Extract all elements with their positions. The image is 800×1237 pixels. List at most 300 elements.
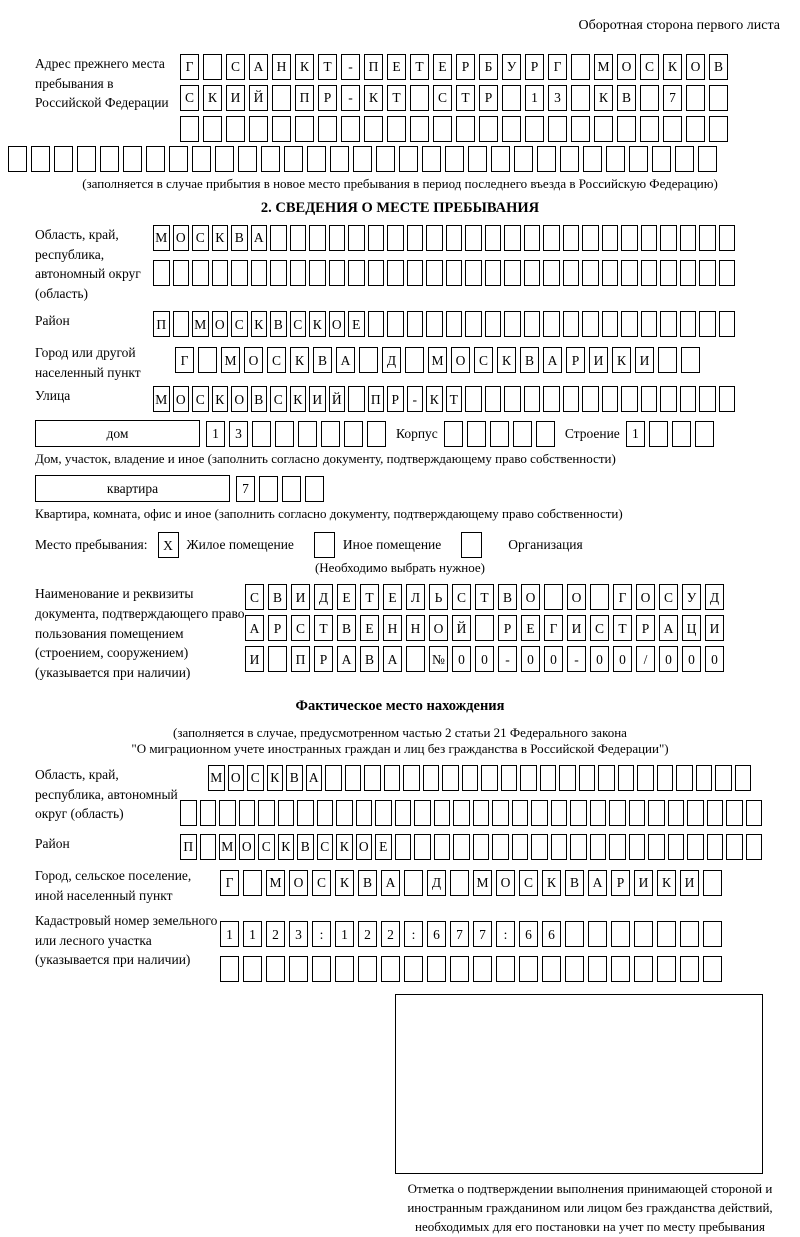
char-box-empty[interactable] bbox=[426, 225, 443, 251]
char-box-filled[interactable]: М bbox=[208, 765, 225, 791]
char-box-empty[interactable] bbox=[571, 85, 590, 111]
char-box-empty[interactable] bbox=[344, 421, 363, 447]
char-box-empty[interactable] bbox=[544, 584, 563, 610]
char-box-empty[interactable] bbox=[442, 765, 459, 791]
char-box-filled[interactable]: 0 bbox=[705, 646, 724, 672]
char-box-empty[interactable] bbox=[648, 800, 665, 826]
char-box-filled[interactable]: В bbox=[231, 225, 248, 251]
char-box-empty[interactable] bbox=[434, 834, 451, 860]
char-box-empty[interactable] bbox=[571, 116, 590, 142]
char-box-empty[interactable] bbox=[634, 921, 653, 947]
char-box-empty[interactable] bbox=[657, 921, 676, 947]
char-box-empty[interactable] bbox=[543, 311, 560, 337]
char-box-empty[interactable] bbox=[543, 260, 560, 286]
char-box-filled[interactable]: 1 bbox=[626, 421, 645, 447]
char-box-empty[interactable] bbox=[329, 225, 346, 251]
char-box-empty[interactable] bbox=[153, 260, 170, 286]
char-box-filled[interactable]: К bbox=[251, 311, 268, 337]
char-box-filled[interactable]: В bbox=[360, 646, 379, 672]
char-box-empty[interactable] bbox=[249, 116, 268, 142]
char-box-empty[interactable] bbox=[565, 956, 584, 982]
char-box-empty[interactable] bbox=[422, 146, 441, 172]
char-box-empty[interactable] bbox=[629, 800, 646, 826]
char-box-filled[interactable]: Т bbox=[314, 615, 333, 641]
char-box-empty[interactable] bbox=[582, 260, 599, 286]
char-box-empty[interactable] bbox=[746, 834, 763, 860]
char-box-empty[interactable] bbox=[180, 116, 199, 142]
char-box-filled[interactable]: И bbox=[309, 386, 326, 412]
char-box-empty[interactable] bbox=[410, 116, 429, 142]
char-box-filled[interactable]: 3 bbox=[229, 421, 248, 447]
char-box-filled[interactable]: Г bbox=[180, 54, 199, 80]
char-box-empty[interactable] bbox=[583, 146, 602, 172]
char-box-empty[interactable] bbox=[672, 421, 691, 447]
char-box-empty[interactable] bbox=[536, 421, 555, 447]
char-box-empty[interactable] bbox=[485, 386, 502, 412]
char-box-empty[interactable] bbox=[512, 834, 529, 860]
char-box-filled[interactable]: М bbox=[221, 347, 240, 373]
char-box-filled[interactable]: Р bbox=[479, 85, 498, 111]
char-box-empty[interactable] bbox=[309, 225, 326, 251]
char-box-empty[interactable] bbox=[746, 800, 763, 826]
char-box-empty[interactable] bbox=[695, 421, 714, 447]
char-box-filled[interactable]: Г bbox=[220, 870, 239, 896]
char-box-empty[interactable] bbox=[676, 765, 693, 791]
char-box-empty[interactable] bbox=[243, 870, 262, 896]
char-box-empty[interactable] bbox=[215, 146, 234, 172]
char-box-empty[interactable] bbox=[525, 116, 544, 142]
char-box-filled[interactable]: К bbox=[335, 870, 354, 896]
char-box-filled[interactable]: № bbox=[429, 646, 448, 672]
char-box-filled[interactable]: В bbox=[358, 870, 377, 896]
char-box-filled[interactable]: Д bbox=[314, 584, 333, 610]
char-box-empty[interactable] bbox=[404, 956, 423, 982]
char-box-filled[interactable]: Т bbox=[475, 584, 494, 610]
char-box-filled[interactable]: С bbox=[192, 386, 209, 412]
char-box-filled[interactable]: О bbox=[451, 347, 470, 373]
char-box-empty[interactable] bbox=[467, 421, 486, 447]
char-box-filled[interactable]: Т bbox=[410, 54, 429, 80]
char-box-empty[interactable] bbox=[473, 956, 492, 982]
char-box-empty[interactable] bbox=[434, 800, 451, 826]
char-box-empty[interactable] bbox=[387, 311, 404, 337]
char-box-empty[interactable] bbox=[663, 116, 682, 142]
char-box-empty[interactable] bbox=[504, 225, 521, 251]
char-box-empty[interactable] bbox=[548, 116, 567, 142]
char-box-filled[interactable]: С bbox=[231, 311, 248, 337]
char-box-empty[interactable] bbox=[426, 311, 443, 337]
char-box-empty[interactable] bbox=[252, 421, 271, 447]
char-box-filled[interactable]: 1 bbox=[206, 421, 225, 447]
char-box-filled[interactable]: Т bbox=[360, 584, 379, 610]
char-box-filled[interactable]: О bbox=[617, 54, 636, 80]
char-box-empty[interactable] bbox=[341, 116, 360, 142]
char-box-filled[interactable]: К bbox=[212, 225, 229, 251]
char-box-empty[interactable] bbox=[570, 834, 587, 860]
char-box-empty[interactable] bbox=[465, 260, 482, 286]
char-box-empty[interactable] bbox=[462, 765, 479, 791]
char-box-empty[interactable] bbox=[173, 311, 190, 337]
char-box-filled[interactable]: М bbox=[473, 870, 492, 896]
char-box-empty[interactable] bbox=[407, 260, 424, 286]
char-box-empty[interactable] bbox=[641, 311, 658, 337]
char-box-filled[interactable]: О bbox=[173, 386, 190, 412]
char-box-filled[interactable]: Е bbox=[387, 54, 406, 80]
char-box-empty[interactable] bbox=[551, 800, 568, 826]
char-box-filled[interactable]: С bbox=[452, 584, 471, 610]
char-box-empty[interactable] bbox=[410, 85, 429, 111]
char-box-empty[interactable] bbox=[668, 834, 685, 860]
char-box-empty[interactable] bbox=[348, 260, 365, 286]
char-box-empty[interactable] bbox=[446, 311, 463, 337]
char-box-empty[interactable] bbox=[290, 225, 307, 251]
char-box-filled[interactable]: О bbox=[496, 870, 515, 896]
char-box-empty[interactable] bbox=[356, 800, 373, 826]
char-box-empty[interactable] bbox=[680, 386, 697, 412]
char-box-filled[interactable]: : bbox=[496, 921, 515, 947]
char-box-empty[interactable] bbox=[609, 800, 626, 826]
char-box-empty[interactable] bbox=[485, 225, 502, 251]
char-box-empty[interactable] bbox=[609, 834, 626, 860]
char-box-empty[interactable] bbox=[387, 260, 404, 286]
char-box-filled[interactable]: Р bbox=[525, 54, 544, 80]
char-box-filled[interactable]: 6 bbox=[542, 921, 561, 947]
char-box-empty[interactable] bbox=[180, 800, 197, 826]
char-box-filled[interactable]: В bbox=[297, 834, 314, 860]
char-box-empty[interactable] bbox=[305, 476, 324, 502]
char-box-empty[interactable] bbox=[681, 347, 700, 373]
char-box-empty[interactable] bbox=[582, 225, 599, 251]
char-box-filled[interactable]: 0 bbox=[544, 646, 563, 672]
char-box-empty[interactable] bbox=[606, 146, 625, 172]
char-box-empty[interactable] bbox=[598, 765, 615, 791]
char-box-empty[interactable] bbox=[640, 85, 659, 111]
char-box-empty[interactable] bbox=[621, 260, 638, 286]
char-box-empty[interactable] bbox=[258, 800, 275, 826]
char-box-empty[interactable] bbox=[238, 146, 257, 172]
char-box-empty[interactable] bbox=[649, 421, 668, 447]
char-box-empty[interactable] bbox=[446, 225, 463, 251]
char-box-empty[interactable] bbox=[502, 116, 521, 142]
char-box-empty[interactable] bbox=[634, 956, 653, 982]
char-box-empty[interactable] bbox=[680, 311, 697, 337]
char-box-filled[interactable]: Е bbox=[433, 54, 452, 80]
char-box-empty[interactable] bbox=[444, 421, 463, 447]
char-box-filled[interactable]: Л bbox=[406, 584, 425, 610]
char-box-filled[interactable]: О bbox=[429, 615, 448, 641]
char-box-empty[interactable] bbox=[353, 146, 372, 172]
char-box-empty[interactable] bbox=[446, 260, 463, 286]
char-box-filled[interactable]: Д bbox=[382, 347, 401, 373]
char-box-filled[interactable]: 7 bbox=[663, 85, 682, 111]
char-box-empty[interactable] bbox=[100, 146, 119, 172]
char-box-empty[interactable] bbox=[395, 834, 412, 860]
char-box-empty[interactable] bbox=[540, 765, 557, 791]
char-box-empty[interactable] bbox=[330, 146, 349, 172]
char-box-empty[interactable] bbox=[251, 260, 268, 286]
char-box-empty[interactable] bbox=[719, 386, 736, 412]
char-box-empty[interactable] bbox=[321, 421, 340, 447]
char-box-empty[interactable] bbox=[571, 54, 590, 80]
char-box-filled[interactable]: - bbox=[341, 54, 360, 80]
char-box-filled[interactable]: В bbox=[520, 347, 539, 373]
char-box-filled[interactable]: 3 bbox=[289, 921, 308, 947]
char-box-filled[interactable]: О bbox=[636, 584, 655, 610]
char-box-filled[interactable]: Е bbox=[383, 584, 402, 610]
char-box-empty[interactable] bbox=[680, 225, 697, 251]
char-box-filled[interactable]: К bbox=[212, 386, 229, 412]
char-box-empty[interactable] bbox=[563, 311, 580, 337]
char-box-empty[interactable] bbox=[637, 765, 654, 791]
char-box-filled[interactable]: А bbox=[337, 646, 356, 672]
char-box-empty[interactable] bbox=[317, 800, 334, 826]
char-box-empty[interactable] bbox=[473, 800, 490, 826]
char-box-empty[interactable] bbox=[699, 260, 716, 286]
char-box-filled[interactable]: В bbox=[498, 584, 517, 610]
char-box-empty[interactable] bbox=[282, 476, 301, 502]
char-box-filled[interactable]: Н bbox=[272, 54, 291, 80]
char-box-empty[interactable] bbox=[502, 85, 521, 111]
char-box-filled[interactable]: Р bbox=[636, 615, 655, 641]
char-box-filled[interactable]: О bbox=[239, 834, 256, 860]
char-box-filled[interactable]: Е bbox=[375, 834, 392, 860]
char-box-empty[interactable] bbox=[414, 834, 431, 860]
char-box-filled[interactable]: 1 bbox=[335, 921, 354, 947]
char-box-empty[interactable] bbox=[348, 225, 365, 251]
char-box-filled[interactable]: 3 bbox=[548, 85, 567, 111]
char-box-empty[interactable] bbox=[212, 260, 229, 286]
char-box-empty[interactable] bbox=[602, 386, 619, 412]
char-box-empty[interactable] bbox=[198, 347, 217, 373]
char-box-empty[interactable] bbox=[590, 800, 607, 826]
char-box-empty[interactable] bbox=[641, 225, 658, 251]
char-box-filled[interactable]: О bbox=[567, 584, 586, 610]
char-box-filled[interactable]: А bbox=[659, 615, 678, 641]
char-box-filled[interactable]: К bbox=[663, 54, 682, 80]
char-box-empty[interactable] bbox=[335, 956, 354, 982]
char-box-filled[interactable]: О bbox=[686, 54, 705, 80]
char-box-filled[interactable]: А bbox=[383, 646, 402, 672]
char-box-filled[interactable]: Р bbox=[456, 54, 475, 80]
char-box-filled[interactable]: 1 bbox=[525, 85, 544, 111]
char-box-empty[interactable] bbox=[468, 146, 487, 172]
char-box-empty[interactable] bbox=[563, 260, 580, 286]
char-box-empty[interactable] bbox=[686, 85, 705, 111]
char-box-empty[interactable] bbox=[719, 225, 736, 251]
char-box-empty[interactable] bbox=[621, 386, 638, 412]
char-box-empty[interactable] bbox=[699, 311, 716, 337]
char-box-empty[interactable] bbox=[524, 260, 541, 286]
char-box-empty[interactable] bbox=[368, 225, 385, 251]
char-box-empty[interactable] bbox=[275, 421, 294, 447]
char-box-empty[interactable] bbox=[8, 146, 27, 172]
char-box-filled[interactable]: И bbox=[567, 615, 586, 641]
char-box-filled[interactable]: Т bbox=[446, 386, 463, 412]
char-box-empty[interactable] bbox=[640, 116, 659, 142]
char-box-empty[interactable] bbox=[618, 765, 635, 791]
char-box-empty[interactable] bbox=[423, 765, 440, 791]
char-box-filled[interactable]: 6 bbox=[519, 921, 538, 947]
char-box-empty[interactable] bbox=[203, 116, 222, 142]
org-checkbox[interactable] bbox=[461, 532, 482, 558]
char-box-empty[interactable] bbox=[543, 225, 560, 251]
char-box-empty[interactable] bbox=[563, 386, 580, 412]
char-box-filled[interactable]: К bbox=[290, 386, 307, 412]
char-box-empty[interactable] bbox=[699, 386, 716, 412]
char-box-filled[interactable]: О bbox=[173, 225, 190, 251]
char-box-empty[interactable] bbox=[272, 85, 291, 111]
char-box-empty[interactable] bbox=[270, 225, 287, 251]
char-box-filled[interactable]: П bbox=[364, 54, 383, 80]
char-box-filled[interactable]: У bbox=[502, 54, 521, 80]
char-box-filled[interactable]: : bbox=[312, 921, 331, 947]
char-box-filled[interactable]: И bbox=[291, 584, 310, 610]
char-box-filled[interactable]: В bbox=[268, 584, 287, 610]
char-box-empty[interactable] bbox=[563, 225, 580, 251]
char-box-empty[interactable] bbox=[433, 116, 452, 142]
char-box-empty[interactable] bbox=[602, 225, 619, 251]
char-box-empty[interactable] bbox=[200, 834, 217, 860]
char-box-empty[interactable] bbox=[542, 956, 561, 982]
char-box-filled[interactable]: Й bbox=[452, 615, 471, 641]
char-box-filled[interactable]: К bbox=[364, 85, 383, 111]
char-box-empty[interactable] bbox=[298, 421, 317, 447]
char-box-filled[interactable]: Б bbox=[479, 54, 498, 80]
char-box-filled[interactable]: И bbox=[635, 347, 654, 373]
char-box-filled[interactable]: М bbox=[594, 54, 613, 80]
char-box-empty[interactable] bbox=[318, 116, 337, 142]
char-box-empty[interactable] bbox=[588, 956, 607, 982]
char-box-empty[interactable] bbox=[501, 765, 518, 791]
char-box-filled[interactable]: А bbox=[245, 615, 264, 641]
char-box-filled[interactable]: 2 bbox=[381, 921, 400, 947]
char-box-filled[interactable]: И bbox=[680, 870, 699, 896]
char-box-filled[interactable]: 7 bbox=[450, 921, 469, 947]
char-box-filled[interactable]: С bbox=[258, 834, 275, 860]
char-box-empty[interactable] bbox=[582, 311, 599, 337]
char-box-empty[interactable] bbox=[512, 800, 529, 826]
char-box-empty[interactable] bbox=[496, 956, 515, 982]
char-box-empty[interactable] bbox=[726, 834, 743, 860]
char-box-filled[interactable]: 1 bbox=[220, 921, 239, 947]
char-box-empty[interactable] bbox=[514, 146, 533, 172]
char-box-filled[interactable]: Н bbox=[406, 615, 425, 641]
char-box-filled[interactable]: В bbox=[617, 85, 636, 111]
char-box-empty[interactable] bbox=[735, 765, 752, 791]
char-box-empty[interactable] bbox=[520, 765, 537, 791]
char-box-filled[interactable]: С bbox=[180, 85, 199, 111]
char-box-filled[interactable]: Е bbox=[348, 311, 365, 337]
char-box-empty[interactable] bbox=[719, 311, 736, 337]
char-box-empty[interactable] bbox=[709, 85, 728, 111]
char-box-empty[interactable] bbox=[715, 765, 732, 791]
char-box-empty[interactable] bbox=[491, 146, 510, 172]
char-box-empty[interactable] bbox=[707, 834, 724, 860]
char-box-empty[interactable] bbox=[660, 311, 677, 337]
char-box-filled[interactable]: И bbox=[589, 347, 608, 373]
char-box-filled[interactable]: В bbox=[709, 54, 728, 80]
char-box-filled[interactable]: Й bbox=[329, 386, 346, 412]
char-box-empty[interactable] bbox=[641, 386, 658, 412]
char-box-empty[interactable] bbox=[531, 834, 548, 860]
char-box-empty[interactable] bbox=[359, 347, 378, 373]
char-box-filled[interactable]: Р bbox=[498, 615, 517, 641]
char-box-filled[interactable]: С bbox=[291, 615, 310, 641]
char-box-empty[interactable] bbox=[680, 956, 699, 982]
char-box-filled[interactable]: 2 bbox=[266, 921, 285, 947]
char-box-empty[interactable] bbox=[602, 311, 619, 337]
char-box-empty[interactable] bbox=[465, 311, 482, 337]
char-box-empty[interactable] bbox=[504, 386, 521, 412]
char-box-filled[interactable]: Т bbox=[318, 54, 337, 80]
char-box-filled[interactable]: М bbox=[428, 347, 447, 373]
char-box-empty[interactable] bbox=[272, 116, 291, 142]
char-box-filled[interactable]: И bbox=[634, 870, 653, 896]
char-box-filled[interactable]: С bbox=[245, 584, 264, 610]
char-box-filled[interactable]: М bbox=[153, 225, 170, 251]
char-box-filled[interactable]: М bbox=[192, 311, 209, 337]
char-box-empty[interactable] bbox=[680, 921, 699, 947]
char-box-empty[interactable] bbox=[504, 260, 521, 286]
char-box-empty[interactable] bbox=[203, 54, 222, 80]
char-box-empty[interactable] bbox=[524, 311, 541, 337]
char-box-empty[interactable] bbox=[376, 146, 395, 172]
char-box-filled[interactable]: С bbox=[267, 347, 286, 373]
char-box-empty[interactable] bbox=[200, 800, 217, 826]
char-box-empty[interactable] bbox=[403, 765, 420, 791]
char-box-empty[interactable] bbox=[629, 834, 646, 860]
char-box-empty[interactable] bbox=[492, 800, 509, 826]
char-box-empty[interactable] bbox=[406, 646, 425, 672]
char-box-filled[interactable]: П bbox=[153, 311, 170, 337]
char-box-empty[interactable] bbox=[384, 765, 401, 791]
char-box-empty[interactable] bbox=[579, 765, 596, 791]
char-box-empty[interactable] bbox=[602, 260, 619, 286]
char-box-filled[interactable]: К bbox=[278, 834, 295, 860]
char-box-empty[interactable] bbox=[295, 116, 314, 142]
char-box-filled[interactable]: К bbox=[542, 870, 561, 896]
char-box-empty[interactable] bbox=[414, 800, 431, 826]
char-box-empty[interactable] bbox=[652, 146, 671, 172]
char-box-filled[interactable]: / bbox=[636, 646, 655, 672]
char-box-filled[interactable]: М bbox=[219, 834, 236, 860]
char-box-empty[interactable] bbox=[375, 800, 392, 826]
char-box-empty[interactable] bbox=[226, 116, 245, 142]
char-box-empty[interactable] bbox=[524, 386, 541, 412]
char-box-empty[interactable] bbox=[405, 347, 424, 373]
char-box-empty[interactable] bbox=[456, 116, 475, 142]
char-box-filled[interactable]: И bbox=[226, 85, 245, 111]
char-box-empty[interactable] bbox=[54, 146, 73, 172]
char-box-filled[interactable]: О bbox=[228, 765, 245, 791]
char-box-empty[interactable] bbox=[219, 800, 236, 826]
char-box-filled[interactable]: С bbox=[659, 584, 678, 610]
char-box-filled[interactable]: С bbox=[433, 85, 452, 111]
char-box-filled[interactable]: Г bbox=[544, 615, 563, 641]
char-box-empty[interactable] bbox=[621, 225, 638, 251]
char-box-filled[interactable]: О bbox=[329, 311, 346, 337]
char-box-empty[interactable] bbox=[582, 386, 599, 412]
char-box-empty[interactable] bbox=[427, 956, 446, 982]
char-box-empty[interactable] bbox=[709, 116, 728, 142]
char-box-filled[interactable]: 6 bbox=[427, 921, 446, 947]
char-box-filled[interactable]: О bbox=[521, 584, 540, 610]
char-box-filled[interactable]: К bbox=[657, 870, 676, 896]
char-box-filled[interactable]: Е bbox=[360, 615, 379, 641]
char-box-filled[interactable]: П bbox=[368, 386, 385, 412]
char-box-filled[interactable]: И bbox=[705, 615, 724, 641]
char-box-filled[interactable]: К bbox=[426, 386, 443, 412]
